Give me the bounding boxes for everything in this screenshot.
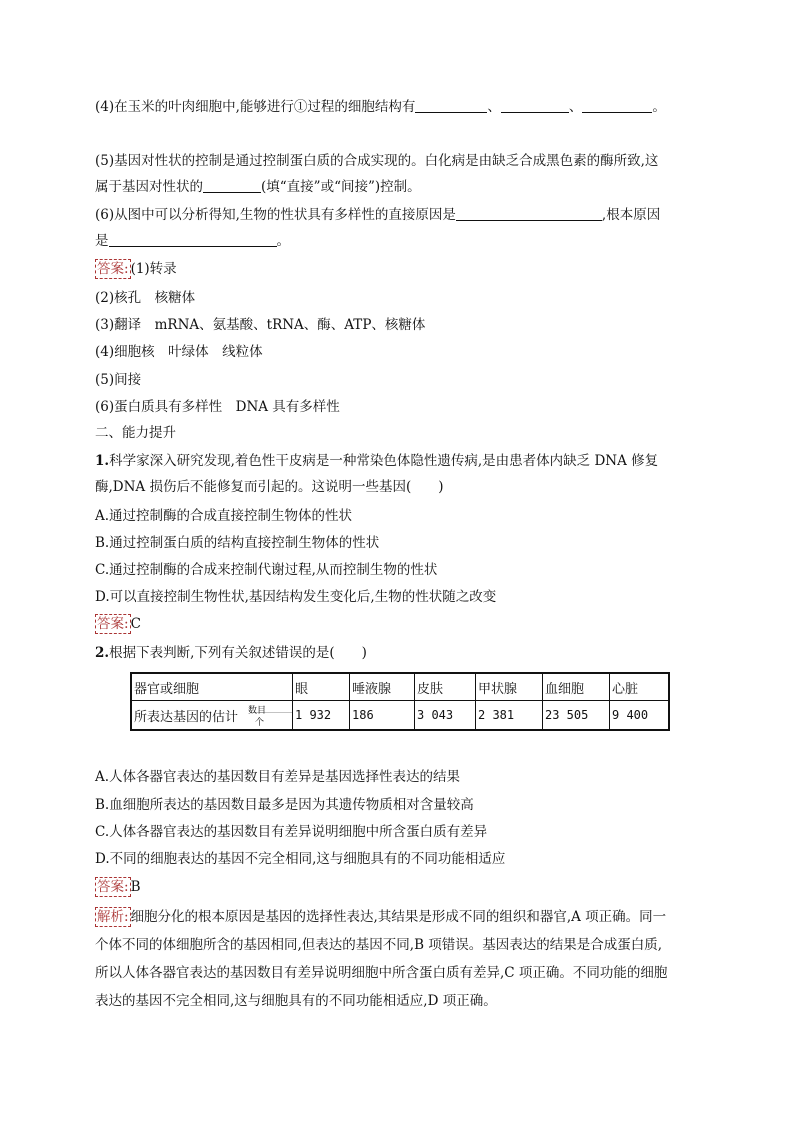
answer-line-2: (2)核孔 核糖体 [95,290,196,306]
problem-2-option-a[interactable]: A.人体各器官表达的基因数目有差异是基因选择性表达的结果 [95,769,461,785]
analysis-line-2: 个体不同的体细胞所含的基因相同,但表达的基因不同,B 项错误。基因表达的结果是合成蛋白质, [95,937,663,953]
table-header-cell: 甲状腺 [476,673,543,701]
problem-1-line-1: 1.科学家深入研究发现,着色性干皮病是一种常染色体隐性遗传病,是由患者体内缺乏 DNA 修复 [95,453,659,469]
table-row-label: 所表达基因的估计 数目 个 [131,701,293,731]
problem-2-stem: 2.根据下表判断,下列有关叙述错误的是( ) [95,645,367,661]
table-header-cell: 唾液腺 [350,673,415,701]
answer-tag: 答案: [97,261,129,277]
table-header-cell: 心脏 [610,673,670,701]
answer-blank[interactable] [415,98,487,113]
problem-2-answer: 答案: B [97,879,141,895]
table-cell: 3 043 [415,701,476,731]
answer-line-5: (5)间接 [95,372,142,388]
table-cell: 1 932 [293,701,350,731]
answer-blank[interactable] [582,98,652,113]
gene-expression-table [130,672,670,731]
table-cell: 2 381 [476,701,543,731]
analysis-line-1: 解析: 细胞分化的根本原因是基因的选择性表达,其结果是形成不同的组织和器官,A 项正确。同一 [97,909,667,925]
problem-1-option-a[interactable]: A.通过控制酶的合成直接控制生物体的性状 [95,508,353,524]
section-title: 二、能力提升 [95,425,176,441]
answer-block-1: 答案: (1)转录 [97,261,177,277]
problem-1-option-d[interactable]: D.可以直接控制生物性状,基因结构发生变化后,生物的性状随之改变 [95,589,497,605]
answer-blank[interactable] [109,232,277,247]
answer-blank[interactable] [501,98,569,113]
problem-2-option-c[interactable]: C.人体各器官表达的基因数目有差异说明细胞中所含蛋白质有差异 [95,824,488,840]
problem-1-line-2: 酶,DNA 损伤后不能修复而引起的。这说明一些基因( ) [95,479,444,495]
answer-blank[interactable] [456,206,602,221]
table-header-cell: 器官或细胞 [131,673,293,701]
table-header-cell: 皮肤 [415,673,476,701]
question-5-line-2: 属于基因对性状的 (填“直接”或“间接”)控制。 [95,179,421,195]
table-cell: 23 505 [543,701,610,731]
diagonal-divider [132,701,292,729]
answer-line-6: (6)蛋白质具有多样性 DNA 具有多样性 [95,399,340,415]
analysis-line-3: 所以人体各器官表达的基因数目有差异说明细胞中所含蛋白质有差异,C 项正确。不同功能的细胞 [95,965,668,981]
table-row [131,701,669,731]
answer-tag: 答案: [97,616,129,632]
answer-tag: 答案: [97,879,129,895]
question-4: (4)在玉米的叶肉细胞中,能够进行①过程的细胞结构有 、 、 。 [95,99,666,115]
problem-2-option-d[interactable]: D.不同的细胞表达的基因不完全相同,这与细胞具有的不同功能相适应 [95,851,506,867]
table-header-cell: 血细胞 [543,673,610,701]
table-cell: 9 400 [610,701,670,731]
table-header-row [131,673,669,701]
question-6-line-1: (6)从图中可以分析得知,生物的性状具有多样性的直接原因是 ,根本原因 [95,207,661,223]
analysis-tag: 解析: [97,909,129,925]
problem-2-option-b[interactable]: B.血细胞所表达的基因数目最多是因为其遗传物质相对含量较高 [95,797,474,813]
problem-1-answer: 答案: C [97,616,141,632]
analysis-line-4: 表达的基因不完全相同,这与细胞具有的不同功能相适应,D 项正确。 [95,993,497,1009]
answer-line-4: (4)细胞核 叶绿体 线粒体 [95,344,263,360]
question-6-line-2: 是 。 [95,233,290,249]
question-5-line-1: (5)基因对性状的控制是通过控制蛋白质的合成实现的。白化病是由缺乏合成黑色素的酶所致,这 [95,153,659,169]
table-header-cell: 眼 [293,673,350,701]
problem-1-option-c[interactable]: C.通过控制酶的合成来控制代谢过程,从而控制生物的性状 [95,562,438,578]
table-cell: 186 [350,701,415,731]
problem-1-option-b[interactable]: B.通过控制蛋白质的结构直接控制生物体的性状 [95,535,380,551]
answer-blank[interactable] [203,178,261,193]
answer-line-3: (3)翻译 mRNA、氨基酸、tRNA、酶、ATP、核糖体 [95,317,426,333]
